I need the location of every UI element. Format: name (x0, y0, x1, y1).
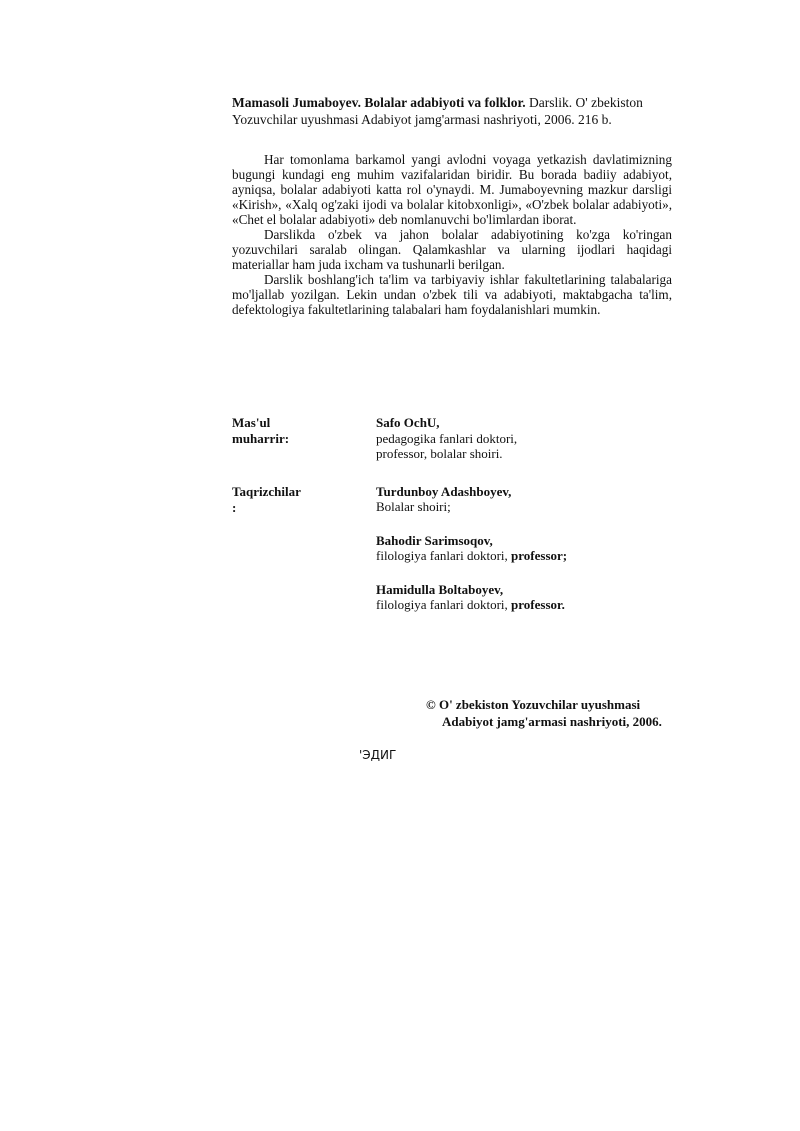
annotation-text (232, 152, 672, 317)
annotation-paragraph: Darslik boshlang'ich ta'lim va tarbiyaviy ishlar fakultetlarining talabalariga mo'ljallab yozilgan. Lekin undan o'zbek tili va adabiyoti, maktabgacha ta'lim, defektologiya fakultetlarining talabalari ham foydalanishlari mumkin. (232, 272, 672, 317)
reviewers-row (232, 484, 672, 613)
reviewer-desc: Bolalar shoiri; (376, 499, 451, 514)
reviewer-person (376, 582, 672, 613)
credits-block (232, 415, 672, 631)
annotation-paragraph: Har tomonlama barkamol yangi avlodni voyaga yetkazish davlatimizning bugungi kundagi eng muhim vazifalaridan biridir. Bu borada badiiy adabiyot, ayniqsa, bolalar adabiyoti katta rol o'ynaydi. M. Jumaboyevning mazkur darsligi «Kirish», «Xalq og'zaki ijodi va bolalar kitobxonligi», «O'zbek bolalar adabiyoti», «Chet el bolalar adabiyoti» deb nomlanuvchi bo'limlardan iborat. (232, 152, 672, 227)
citation-details: Darslik. O' zbekiston Yozuvchilar uyushmasi Adabiyot jamg'armasi nashriyoti, 2006. 216 b. (232, 95, 643, 127)
reviewer-person (376, 484, 672, 515)
copyright-notice (426, 696, 662, 730)
editor-title: professor, bolalar shoiri. (376, 446, 503, 461)
reviewer-desc: filologiya fanlari doktori, professor. (376, 597, 565, 612)
reviewer-desc: filologiya fanlari doktori, professor; (376, 548, 568, 563)
copyright-line: © O' zbekiston Yozuvchilar uyushmasi (426, 697, 641, 712)
editor-name: Safo OchU, (376, 415, 440, 430)
editor-person (376, 415, 672, 462)
reviewer-name: Hamidulla Boltaboyev, (376, 581, 504, 597)
copyright-line: Adabiyot jamg'armasi nashriyoti, 2006. (442, 714, 662, 729)
editor-row (232, 415, 672, 462)
reviewer-name: Turdunboy Adashboyev, (376, 483, 512, 499)
editor-role-label: Mas'ul muharrir: (232, 415, 290, 446)
editor-degree: pedagogika fanlari doktori, (376, 430, 518, 446)
classification-code: 'ЭДИГ (359, 748, 397, 762)
reviewer-name: Bahodir Sarimsoqov, (376, 532, 493, 548)
bibliographic-citation (232, 94, 672, 128)
reviewers-role-label: Taqrizchilar : (232, 483, 301, 515)
citation-author-title: Mamasoli Jumaboyev. Bolalar adabiyoti va folklor. (232, 95, 526, 110)
annotation-paragraph: Darslikda o'zbek va jahon bolalar adabiyotining ko'zga ko'ringan yozuvchilari saralab olingan. Qalamkashlar va ularning ijodlari haqidagi materiallar ham juda ixcham va tushunarli berilgan. (232, 227, 672, 272)
reviewer-person (376, 533, 672, 564)
